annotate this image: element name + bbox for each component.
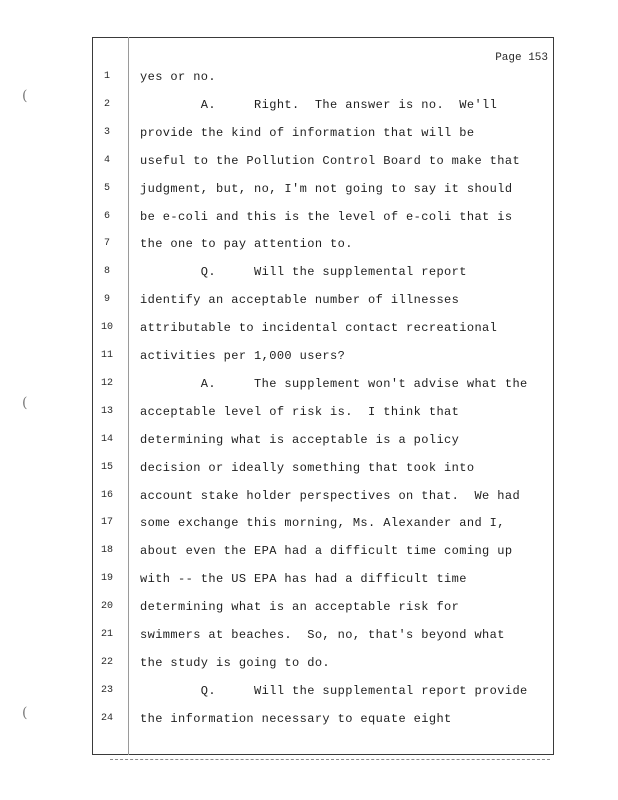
line-text: swimmers at beaches. So, no, that's beyond what (140, 628, 505, 642)
transcript-line (92, 154, 554, 182)
line-text: Q. Will the supplemental report provide (140, 683, 528, 698)
transcript-line (92, 377, 554, 405)
transcript-line (92, 210, 554, 238)
transcript-line (92, 349, 554, 377)
line-text: attributable to incidental contact recreational (140, 321, 498, 336)
line-text: activities per 1,000 users? (140, 349, 346, 363)
transcript-line (92, 265, 554, 293)
transcript-line (92, 70, 554, 98)
line-number: 4 (103, 154, 110, 166)
line-number: 11 (100, 350, 113, 361)
transcript-line (92, 461, 554, 489)
line-text: judgment, but, no, I'm not going to say it should (140, 181, 513, 196)
transcript-line (92, 405, 554, 433)
margin-bracket-mark: ( (22, 395, 28, 411)
line-text: yes or no. (140, 70, 217, 84)
line-number: 24 (100, 712, 113, 724)
transcript-line (92, 572, 554, 600)
transcript-line (92, 516, 554, 544)
line-text: the study is going to do. (140, 655, 331, 670)
line-number: 1 (103, 71, 110, 82)
line-text: A. The supplement won't advise what the (140, 376, 528, 391)
line-text: acceptable level of risk is. I think that (140, 404, 460, 419)
line-number: 2 (103, 98, 110, 110)
transcript-line (92, 237, 554, 265)
line-text: determining what is acceptable is a policy (140, 432, 460, 447)
transcript-line (92, 293, 554, 321)
line-number: 15 (100, 461, 113, 473)
line-number: 12 (100, 377, 113, 389)
transcript-line (92, 712, 554, 740)
line-number: 8 (103, 266, 110, 278)
transcript-line (92, 321, 554, 349)
transcript-line (92, 600, 554, 628)
line-text: identify an acceptable number of illnesses (140, 293, 460, 308)
line-text: the one to pay attention to. (140, 237, 353, 252)
line-text: the information necessary to equate eight (140, 711, 452, 726)
line-number: 9 (103, 294, 110, 306)
line-number: 20 (100, 601, 113, 613)
transcript-line (92, 98, 554, 126)
line-number: 19 (100, 573, 113, 585)
line-number: 21 (100, 629, 113, 640)
line-text: about even the EPA had a difficult time coming up (140, 544, 513, 559)
transcript-line (92, 182, 554, 210)
line-text: A. Right. The answer is no. We'll (140, 97, 498, 112)
line-number: 10 (100, 322, 113, 334)
line-text: provide the kind of information that will be (140, 125, 475, 140)
line-number: 14 (100, 433, 113, 445)
transcript-line (92, 489, 554, 517)
line-number: 18 (100, 545, 113, 557)
transcript-line (92, 684, 554, 712)
transcript-line (92, 126, 554, 154)
line-text: determining what is an acceptable risk for (140, 600, 460, 615)
transcript-line (92, 628, 554, 656)
page-number: Page 153 (495, 52, 548, 64)
line-text: be e-coli and this is the level of e-coli that is (140, 209, 513, 224)
line-number: 22 (100, 656, 113, 668)
transcript-line (92, 656, 554, 684)
line-text: some exchange this morning, Ms. Alexander and I, (140, 516, 505, 531)
line-number: 16 (100, 489, 113, 501)
margin-bracket-mark: ( (22, 88, 28, 104)
line-text: account stake holder perspectives on that. We had (140, 488, 521, 503)
line-text: useful to the Pollution Control Board to make that (140, 153, 521, 168)
transcript-line (92, 433, 554, 461)
page-bottom-edge (110, 759, 550, 762)
line-number: 3 (103, 126, 110, 138)
line-text: Q. Will the supplemental report (140, 265, 467, 280)
line-number: 5 (103, 182, 110, 194)
line-number: 17 (100, 517, 113, 529)
line-text: decision or ideally something that took into (140, 460, 475, 475)
line-number: 13 (100, 405, 113, 417)
line-text: with -- the US EPA has had a difficult time (140, 572, 467, 587)
line-number: 7 (103, 238, 110, 250)
margin-bracket-mark: ( (22, 705, 28, 721)
line-number: 6 (103, 210, 110, 222)
line-number: 23 (100, 684, 113, 696)
transcript-line (92, 544, 554, 572)
